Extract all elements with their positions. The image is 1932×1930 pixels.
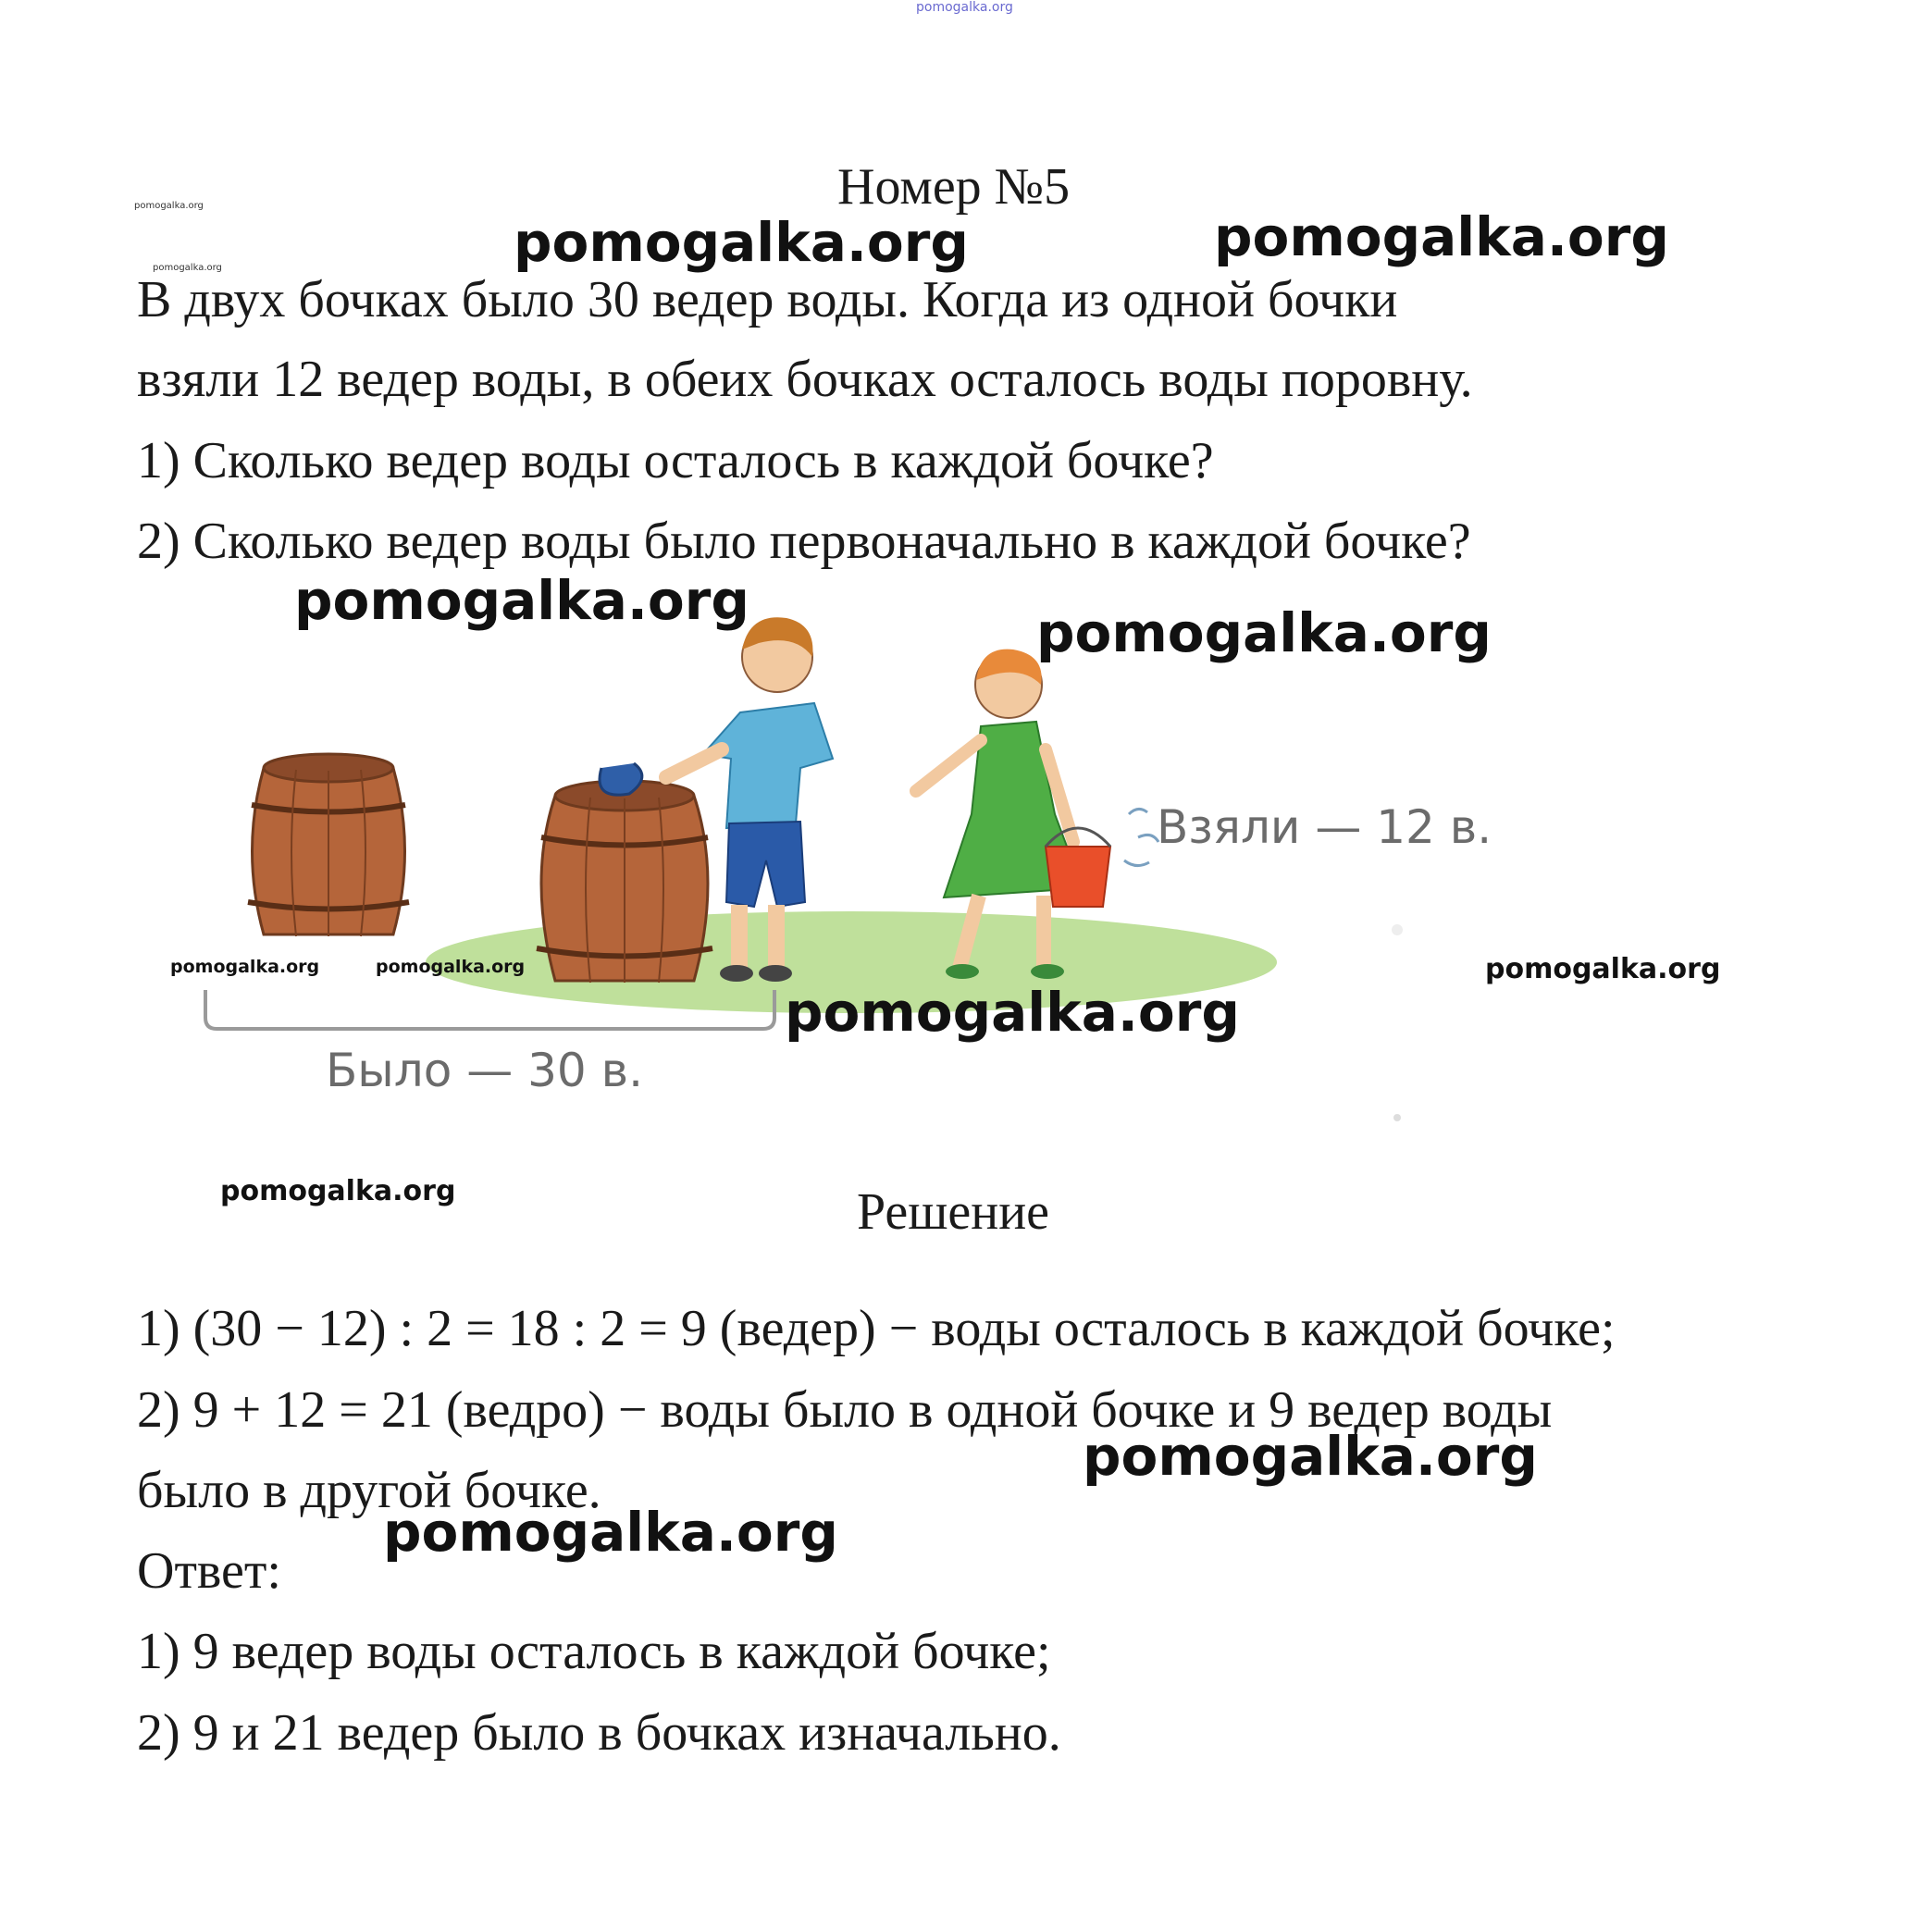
watermark-big-7: pomogalka.org <box>383 1501 838 1564</box>
watermark-big-4: pomogalka.org <box>1036 601 1492 664</box>
solution-step-2b: было в другой бочке. <box>137 1462 601 1519</box>
watermark-mid-2: pomogalka.org <box>220 1175 456 1207</box>
watermark-tiny-1: pomogalka.org <box>134 201 204 211</box>
problem-line-2: взяли 12 ведер воды, в обеих бочках осталось воды поровну. <box>137 351 1473 408</box>
watermark-top: pomogalka.org <box>916 0 1013 15</box>
solution-step-2a: 2) 9 + 12 = 21 (ведро) − воды было в одной бочке и 9 ведер воды <box>137 1381 1553 1439</box>
barrel-left <box>248 754 409 936</box>
answer-2: 2) 9 и 21 ведер было в бочках изначально. <box>137 1704 1061 1762</box>
watermark-big-6: pomogalka.org <box>1083 1425 1538 1488</box>
solution-heading: Решение <box>857 1183 1050 1241</box>
watermark-tiny-2: pomogalka.org <box>153 263 222 273</box>
question-1: 1) Сколько ведер воды осталось в каждой бочке? <box>137 432 1214 489</box>
watermark-big-2: pomogalka.org <box>1214 205 1669 268</box>
watermark-small-1: pomogalka.org <box>170 957 320 977</box>
watermark-small-2: pomogalka.org <box>376 957 526 977</box>
was-label: Было — 30 в. <box>326 1044 643 1097</box>
problem-line-1: В двух бочках было 30 ведер воды. Когда из одной бочки <box>137 271 1398 328</box>
page-title: Номер №5 <box>837 158 1071 216</box>
barrel-right <box>537 763 712 983</box>
watermark-big-3: pomogalka.org <box>294 569 749 632</box>
water-splash <box>1124 809 1158 865</box>
answer-1: 1) 9 ведер воды осталось в каждой бочке; <box>137 1623 1051 1680</box>
answer-label: Ответ: <box>137 1542 281 1600</box>
taken-label: Взяли — 12 в. <box>1157 800 1492 854</box>
question-2: 2) Сколько ведер воды было первоначально в каждой бочке? <box>137 513 1471 570</box>
solution-step-1: 1) (30 − 12) : 2 = 18 : 2 = 9 (ведер) − воды осталось в каждой бочке; <box>137 1300 1616 1357</box>
watermark-mid-1: pomogalka.org <box>1485 953 1721 985</box>
watermark-big-1: pomogalka.org <box>514 211 969 274</box>
watermark-big-5: pomogalka.org <box>785 981 1240 1044</box>
